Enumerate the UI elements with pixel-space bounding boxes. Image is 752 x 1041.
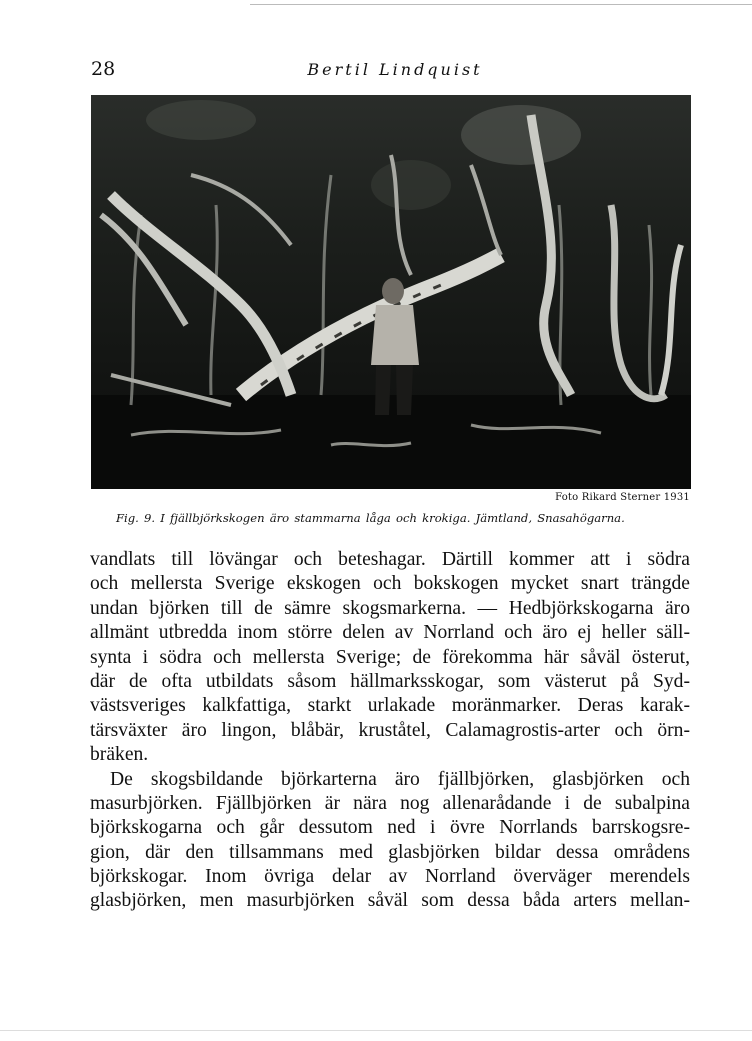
body-text: [90, 548, 690, 914]
body-line: glasbjörken, men masurbjörken såväl som dessa båda arters mellan-: [90, 890, 690, 912]
body-line: allmänt utbredda inom större delen av Norrland och äro ej heller säll-: [90, 622, 690, 644]
top-edge-rule: [250, 4, 752, 5]
body-line: björkskogarna och går dessutom ned i övre Norrlands barrskogsre-: [90, 817, 690, 839]
body-line: vandlats till lövängar och beteshagar. Därtill kommer att i södra: [90, 549, 690, 570]
body-line: gion, där den tillsammans med glasbjörken bildar dessa områdens: [90, 841, 690, 863]
page-number: 28: [91, 58, 116, 80]
figure-caption: Fig. 9. I fjällbjörkskogen äro stammarna låga och krokiga. Jämtland, Snasahögarna.: [116, 511, 625, 525]
body-line: synta i södra och mellersta Sverige; de förekomma här såväl österut,: [90, 646, 690, 668]
figure-photo: [91, 95, 691, 489]
body-line: björkskogar. Inom övriga delar av Norrland överväger merendels: [90, 866, 690, 888]
running-head: Bertil Lindquist: [307, 60, 483, 79]
body-line: västsveriges kalkfattiga, starkt urlakade moränmarker. Deras karak-: [90, 695, 690, 717]
body-line: masurbjörken. Fjällbjörken är nära nog allenarådande i de subalpina: [90, 792, 690, 814]
body-line: och mellersta Sverige ekskogen och bokskogen mycket snart trängde: [90, 573, 690, 595]
body-line: där de ofta utbildats såsom hällmarksskogar, som västerut på Syd-: [90, 670, 690, 692]
body-line: De skogsbildande björkarterna äro fjällbjörken, glasbjörken och: [110, 768, 690, 790]
birch-forest-photo: [91, 95, 691, 489]
body-line: undan björken till de sämre skogsmarkerna. — Hedbjörkskogarna äro: [90, 597, 690, 619]
body-line: bräken.: [90, 744, 149, 766]
photo-credit: Foto Rikard Sterner 1931: [555, 492, 690, 503]
bottom-edge-rule: [0, 1030, 752, 1031]
body-line: tärsväxter äro lingon, blåbär, kruståtel, Calamagrostis-arter och örn-: [90, 719, 690, 741]
